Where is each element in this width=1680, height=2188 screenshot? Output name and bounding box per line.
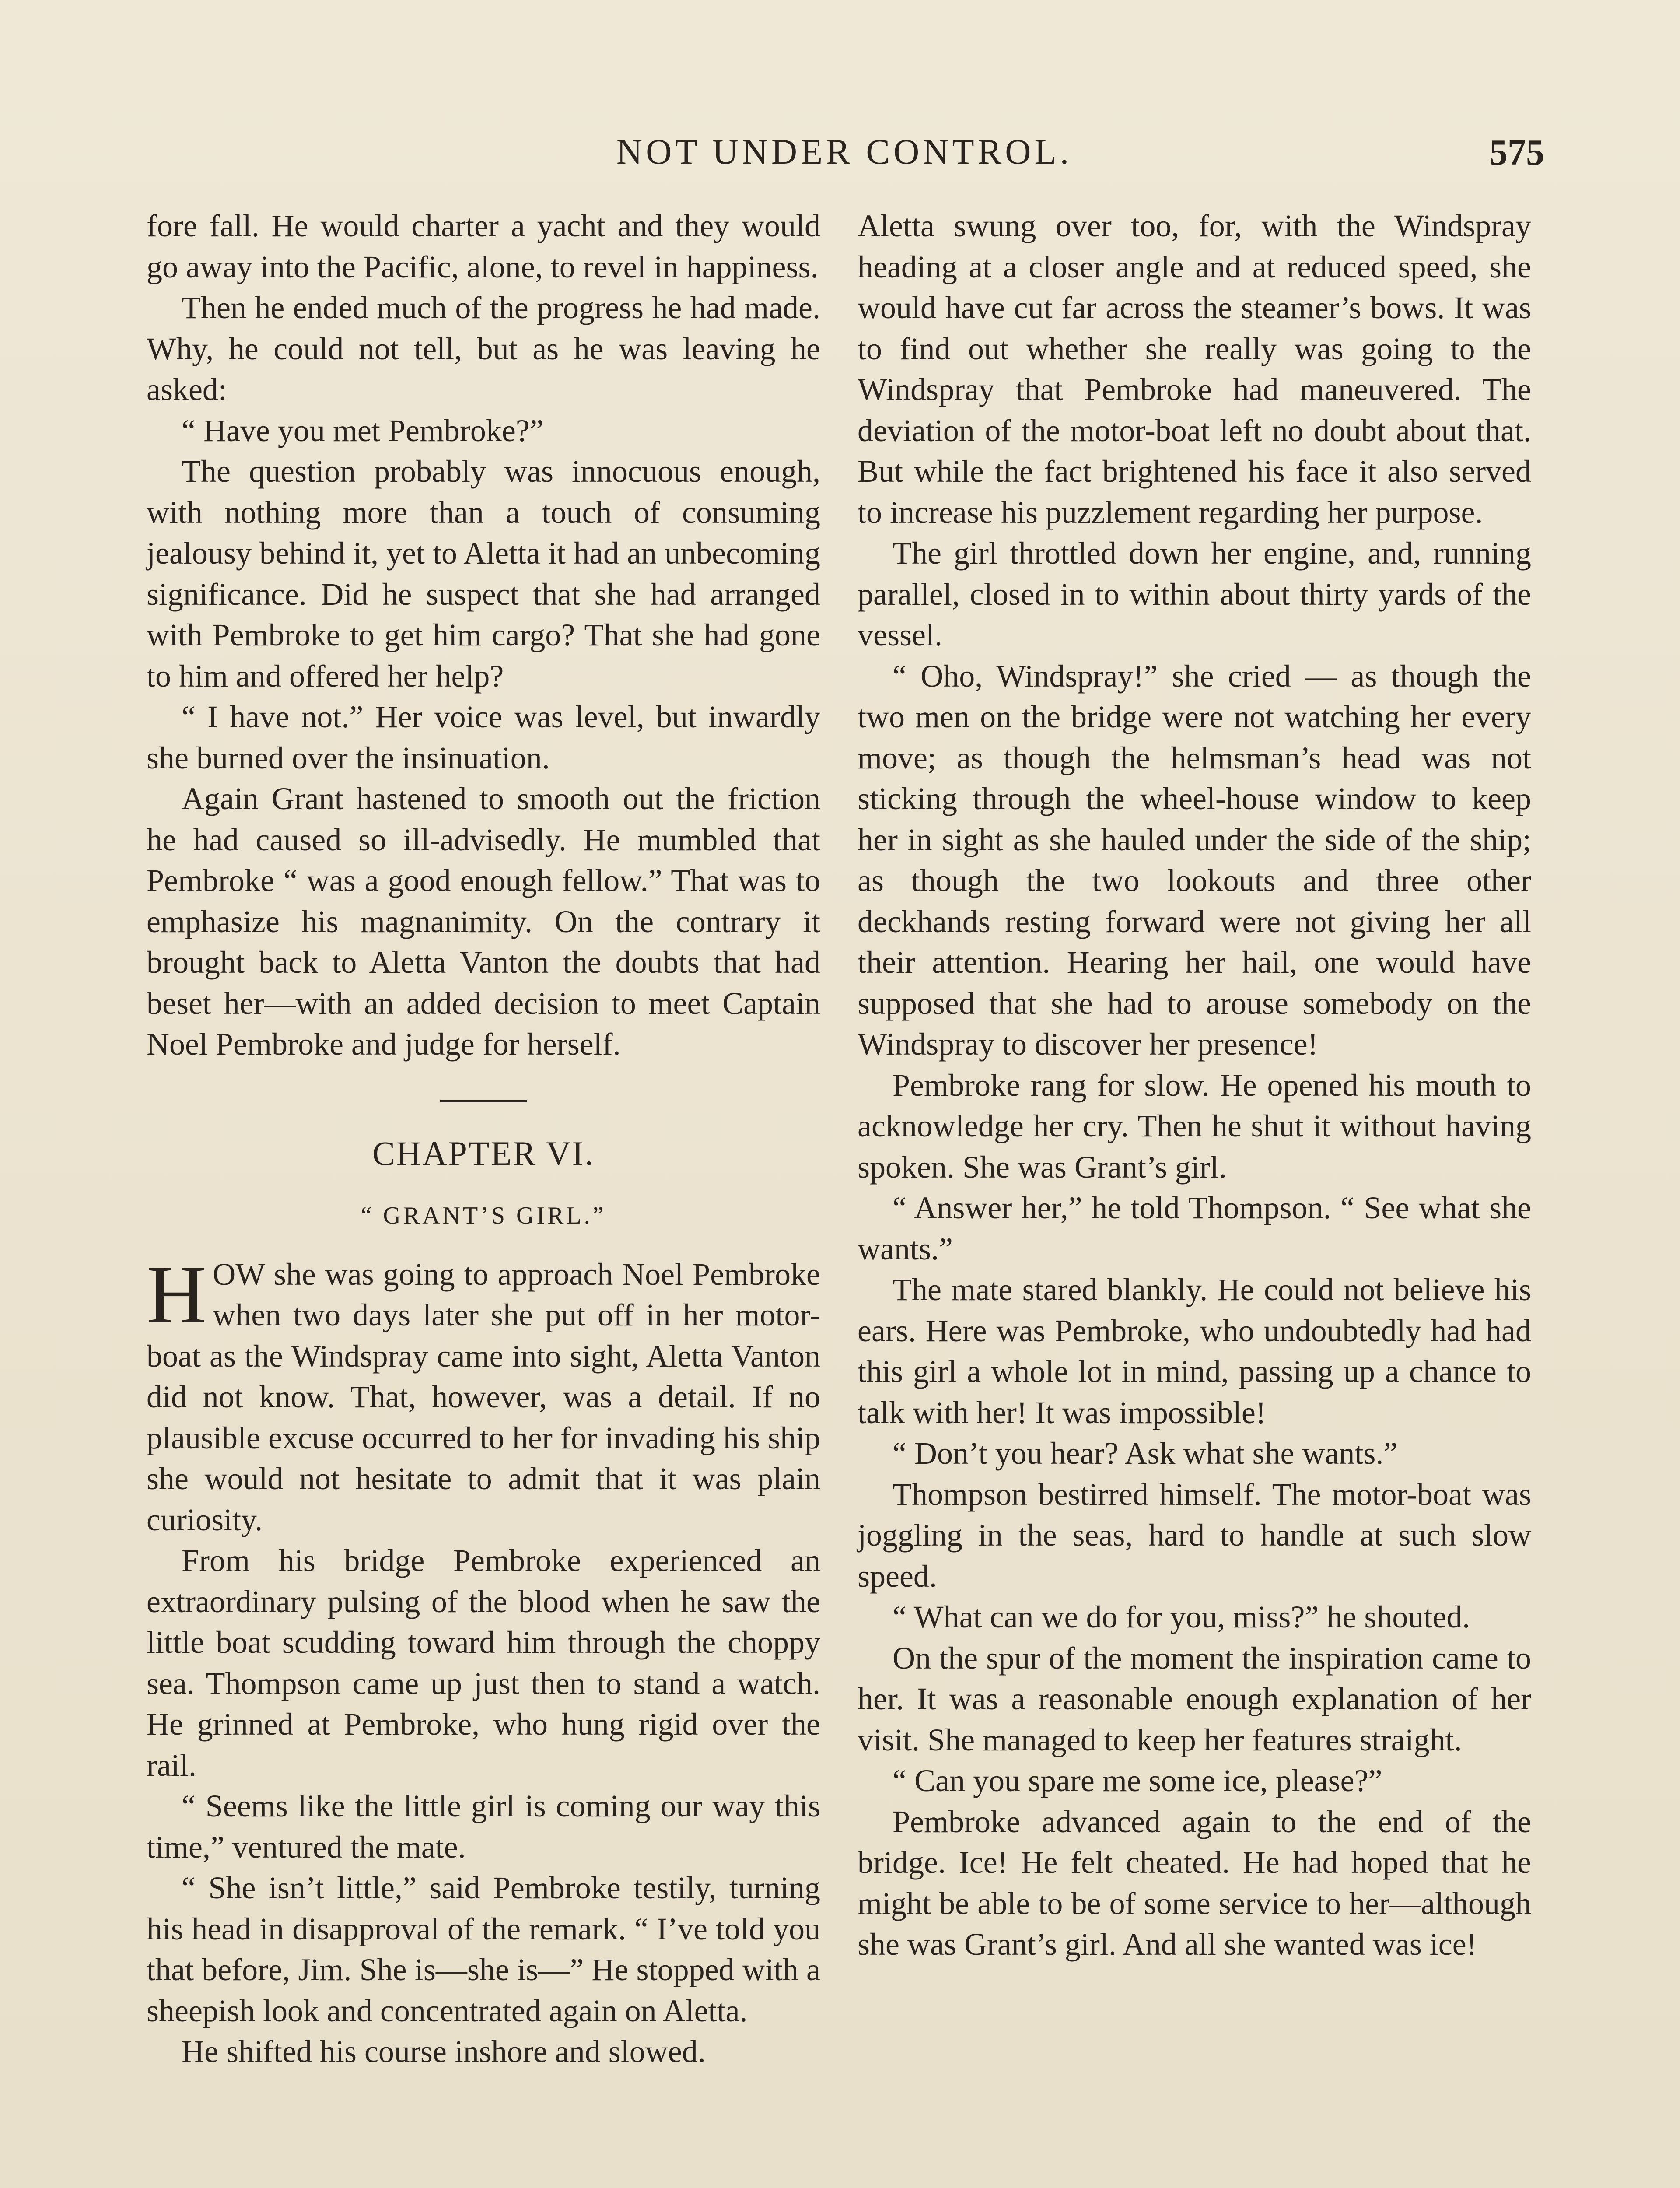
paragraph: The mate stared blankly. He could not believe his ears. Here was Pembroke, who undoubtedly had had this girl a whole lot in mind, passing up a chance to talk with her! It was impossible! (858, 1272, 1531, 1430)
paragraph: “ I have not.” Her voice was level, but inwardly she burned over the insinuation. (147, 699, 820, 775)
paragraph: Thompson bestirred himself. The motor-boat was joggling in the seas, hard to handle at such slow speed. (858, 1476, 1531, 1594)
paragraph: Again Grant hastened to smooth out the friction he had caused so ill-advisedly. He mumbled that Pembroke “ was a good enough fellow.” That was to emphasize his magnanimity. On the contrary it brought back to Aletta Vanton the doubts that had beset her—with an added decision to meet Captain Noel Pembroke and judge for herself. (147, 781, 820, 1062)
paragraph: Pembroke advanced again to the end of the bridge. Ice! He felt cheated. He had hoped that he might be able to be of some service to her—although she was Grant’s girl. And all she wanted was ice! (858, 1804, 1531, 1962)
running-title: NOT UNDER CONTROL. (616, 132, 1073, 172)
paragraph: “ She isn’t little,” said Pembroke testily, turning his head in disapproval of the remark. “ I’ve told you that before, Jim. She is—she is—” He stopped with a sheepish look and concentrated again on Aletta. (147, 1870, 820, 2028)
paragraph: “ Oho, Windspray!” she cried — as though the two men on the bridge were not watching her every move; as though the helmsman’s head was not sticking through the wheel-house window to keep her in sight as she hauled under the side of the ship; as though the two lookouts and three other deckhands resting forward were not giving her all their attention. Hearing her hail, one would have supposed that she had to arouse somebody on the Windspray to discover her presence! (858, 658, 1531, 1062)
paragraph: “ Don’t you hear? Ask what she wants.” (892, 1436, 1398, 1471)
left-column (147, 206, 820, 2072)
paragraph: fore fall. He would charter a yacht and they would go away into the Pacific, alone, to revel in happiness. (147, 208, 820, 284)
drop-cap: H (147, 1248, 207, 1341)
page-header (144, 131, 1544, 179)
paragraph: “ Have you met Pembroke?” (182, 413, 544, 448)
paragraph: On the spur of the moment the inspiration came to her. It was a reasonable enough explanation of her visit. She managed to keep her features straight. (858, 1640, 1531, 1757)
paragraph: “ Seems like the little girl is coming our way this time,” ventured the mate. (147, 1788, 820, 1865)
paragraph: The girl throttled down her engine, and, running parallel, closed in to within about thirty yards of the vessel. (858, 536, 1531, 652)
paragraph: Pembroke rang for slow. He opened his mouth to acknowledge her cry. Then he shut it without having spoken. She was Grant’s girl. (858, 1067, 1531, 1185)
paragraph: “ Can you spare me some ice, please?” (892, 1763, 1382, 1798)
paragraph: Then he ended much of the progress he had made. Why, he could not tell, but as he was leaving he asked: (147, 290, 820, 407)
paragraph: He shifted his course inshore and slowed. (182, 2034, 706, 2069)
chapter-subtitle: “ GRANT’S GIRL.” (360, 1202, 606, 1229)
paragraph: The question probably was innocuous enough, with nothing more than a touch of consuming jealousy behind it, yet to Aletta it had an unbecoming significance. Did he suspect that she had arranged with Pembroke to get him cargo? That she had gone to him and offered her help? (147, 454, 820, 694)
chapter-opening-paragraph (147, 1248, 820, 1541)
section-divider (440, 1100, 527, 1102)
opening-text: OW she was going to approach Noel Pembroke when two days later she put off in her motor-boat as the Windspray came into sight, Aletta Vanton did not know. That, however, was a detail. If no plausible excuse occurred to her for invading his ship she would not hesitate to admit that it was plain curiosity. (147, 1256, 820, 1537)
paragraph: “ Answer her,” he told Thompson. “ See what she wants.” (858, 1190, 1531, 1266)
paragraph: “ What can we do for you, miss?” he shouted. (892, 1599, 1470, 1634)
paragraph: From his bridge Pembroke experienced an extraordinary pulsing of the blood when he saw the little boat scudding toward him through the choppy sea. Thompson came up just then to stand a watch. He grinned at Pembroke, who hung rigid over the rail. (147, 1543, 820, 1783)
chapter-title: CHAPTER VI. (372, 1134, 595, 1172)
right-column (858, 206, 1531, 1965)
paragraph: Aletta swung over too, for, with the Windspray heading at a closer angle and at reduced speed, she would have cut far across the steamer’s bows. It was to find out whether she really was going to the Windspray that Pembroke had maneuvered. The deviation of the motor-boat left no doubt about that. But while the fact brightened his face it also served to increase his puzzlement regarding her purpose. (858, 208, 1531, 530)
page-number: 575 (1489, 132, 1544, 173)
